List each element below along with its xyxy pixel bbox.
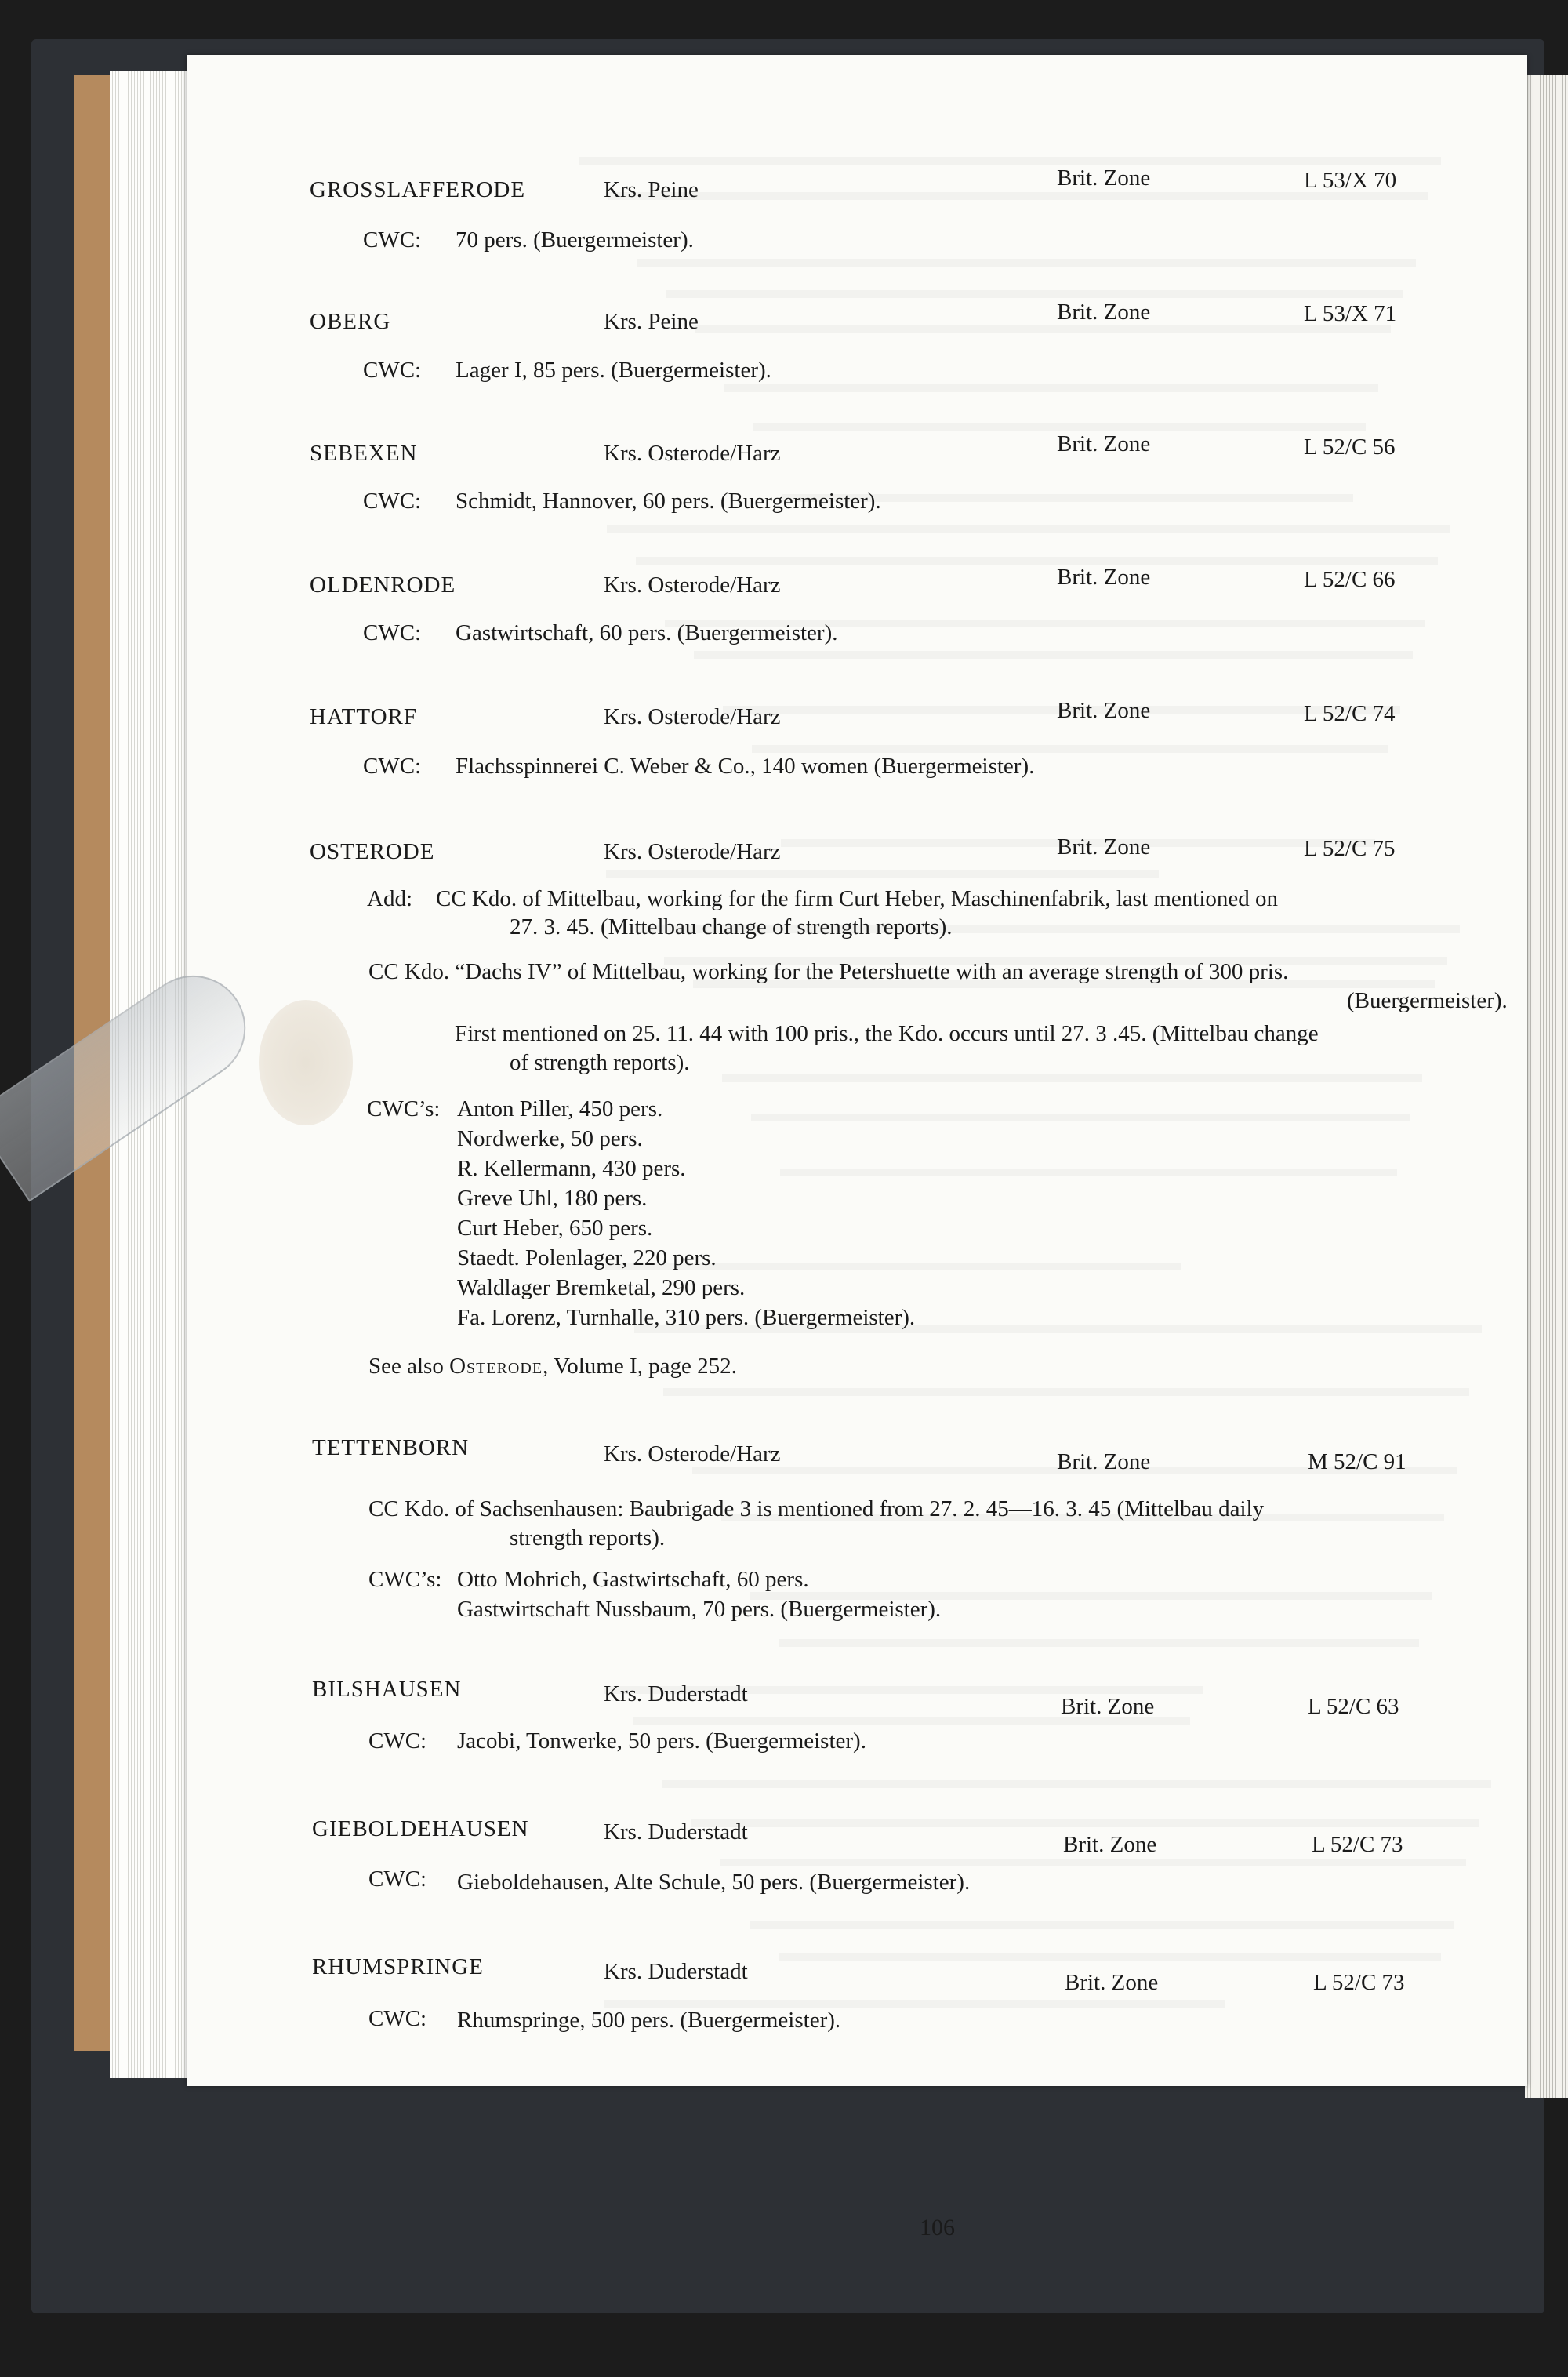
town-name: SEBEXEN: [310, 441, 418, 466]
district: Krs. Osterode/Harz: [604, 572, 781, 598]
district: Krs. Duderstadt: [604, 1959, 748, 1984]
list-item: Otto Mohrich, Gastwirtschaft, 60 pers.: [457, 1567, 809, 1592]
grid-ref: L 52/C 63: [1308, 1694, 1399, 1719]
list-item: Curt Heber, 650 pers.: [457, 1216, 653, 1241]
zone: Brit. Zone: [1057, 834, 1151, 860]
district: Krs. Osterode/Harz: [604, 839, 781, 864]
first-mentioned-line-2: of strength reports).: [510, 1050, 690, 1075]
cwcs-label: CWC’s:: [367, 1096, 441, 1121]
add-line-2: 27. 3. 45. (Mittelbau change of strength reports).: [510, 914, 953, 940]
district: Krs. Peine: [604, 309, 699, 334]
document-page: [187, 55, 1527, 2241]
see-also: [368, 1355, 737, 1378]
grid-ref: L 52/C 73: [1313, 1970, 1405, 1995]
cwc-text: 70 pers. (Buergermeister).: [456, 227, 694, 253]
district: Krs. Osterode/Harz: [604, 1441, 781, 1467]
grid-ref: L 52/C 75: [1304, 836, 1396, 861]
see-also-name: Osterode: [449, 1354, 543, 1379]
grid-ref: L 53/X 70: [1304, 168, 1397, 193]
cwc-text: Rhumspringe, 500 pers. (Buergermeister).: [457, 2008, 841, 2033]
see-also-suffix: , Volume I, page 252.: [543, 1354, 737, 1379]
cwc-text: Gastwirtschaft, 60 pers. (Buergermeister).: [456, 620, 838, 645]
district: Krs. Duderstadt: [604, 1681, 748, 1706]
zone: Brit. Zone: [1057, 1449, 1151, 1474]
page-number: 106: [920, 2215, 955, 2241]
cwc-label: CWC:: [368, 1728, 427, 1754]
town-name: OSTERODE: [310, 839, 435, 864]
zone: Brit. Zone: [1057, 565, 1151, 590]
grid-ref: L 53/X 71: [1304, 301, 1397, 326]
district: Krs. Peine: [604, 177, 699, 202]
dachs-line-2: (Buergermeister).: [1347, 988, 1508, 1013]
cwc-label: CWC:: [363, 489, 422, 514]
town-name: HATTORF: [310, 704, 417, 729]
district: Krs. Osterode/Harz: [604, 704, 781, 729]
zone: Brit. Zone: [1057, 698, 1151, 723]
cwc-label: CWC:: [363, 227, 422, 253]
list-item: Greve Uhl, 180 pers.: [457, 1186, 648, 1211]
cc-line-2: strength reports).: [510, 1525, 666, 1550]
zone: Brit. Zone: [1057, 300, 1151, 325]
list-item: Staedt. Polenlager, 220 pers.: [457, 1245, 717, 1270]
cc-line-1: CC Kdo. of Sachsenhausen: Baubrigade 3 is mentioned from 27. 2. 45—16. 3. 45 (Mittelbau daily: [368, 1496, 1265, 1521]
add-line-1: CC Kdo. of Mittelbau, working for the firm Curt Heber, Maschinenfabrik, last mentioned on: [436, 886, 1279, 911]
list-item: Waldlager Bremketal, 290 pers.: [457, 1275, 746, 1300]
list-item: R. Kellermann, 430 pers.: [457, 1156, 686, 1181]
cwc-text: Gieboldehausen, Alte Schule, 50 pers. (Buergermeister).: [457, 1870, 971, 1895]
cwcs-label: CWC’s:: [368, 1567, 442, 1592]
zone: Brit. Zone: [1057, 431, 1151, 456]
grid-ref: M 52/C 91: [1308, 1449, 1406, 1474]
cwc-label: CWC:: [363, 620, 422, 645]
first-mentioned-line-1: First mentioned on 25. 11. 44 with 100 pris., the Kdo. occurs until 27. 3 .45. (Mittelbau change: [455, 1021, 1319, 1046]
district: Krs. Duderstadt: [604, 1819, 748, 1845]
zone: Brit. Zone: [1065, 1970, 1159, 1995]
grid-ref: L 52/C 73: [1312, 1832, 1403, 1857]
cwc-label: CWC:: [368, 2006, 427, 2031]
zone: Brit. Zone: [1057, 165, 1151, 191]
cwc-label: CWC:: [368, 1866, 427, 1892]
right-page-edges: [1525, 75, 1568, 2098]
list-item: Anton Piller, 450 pers.: [457, 1096, 663, 1121]
town-name: TETTENBORN: [312, 1435, 470, 1460]
see-also-prefix: See also: [368, 1354, 444, 1379]
dachs-line-1: CC Kdo. “Dachs IV” of Mittelbau, working for the Petershuette with an average strength of 300 pris.: [368, 959, 1289, 984]
list-item: Fa. Lorenz, Turnhalle, 310 pers. (Buergermeister).: [457, 1305, 916, 1330]
list-item: Nordwerke, 50 pers.: [457, 1126, 643, 1151]
cwc-label: CWC:: [363, 358, 422, 383]
town-name: BILSHAUSEN: [312, 1677, 462, 1702]
district: Krs. Osterode/Harz: [604, 441, 781, 466]
grid-ref: L 52/C 74: [1304, 701, 1396, 726]
cwc-text: Lager I, 85 pers. (Buergermeister).: [456, 358, 771, 383]
town-name: OLDENRODE: [310, 572, 456, 598]
grid-ref: L 52/C 56: [1304, 434, 1396, 460]
page-content: [187, 55, 1527, 2241]
town-name: GROSSLAFFERODE: [310, 177, 526, 202]
cwc-text: Jacobi, Tonwerke, 50 pers. (Buergermeister).: [457, 1728, 866, 1754]
zone: Brit. Zone: [1063, 1832, 1157, 1857]
town-name: GIEBOLDEHAUSEN: [312, 1816, 529, 1841]
cwc-text: Flachsspinnerei C. Weber & Co., 140 women (Buergermeister).: [456, 754, 1035, 779]
list-item: Gastwirtschaft Nussbaum, 70 pers. (Buergermeister).: [457, 1597, 942, 1622]
cwc-text: Schmidt, Hannover, 60 pers. (Buergermeister).: [456, 489, 881, 514]
zone: Brit. Zone: [1061, 1694, 1155, 1719]
town-name: RHUMSPRINGE: [312, 1954, 484, 1979]
town-name: OBERG: [310, 309, 391, 334]
grid-ref: L 52/C 66: [1304, 567, 1396, 592]
add-label: Add:: [367, 886, 412, 911]
cwc-label: CWC:: [363, 754, 422, 779]
